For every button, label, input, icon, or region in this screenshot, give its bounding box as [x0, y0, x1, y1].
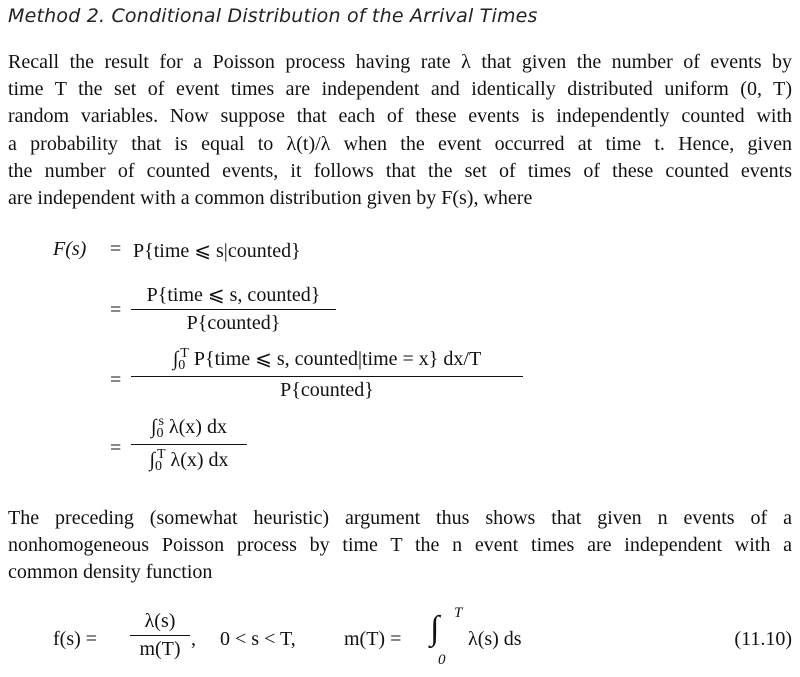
equation-number: (11.10)	[734, 628, 792, 650]
fraction-numerator	[131, 346, 523, 377]
fraction-numerator: λ(s)	[130, 610, 190, 636]
text-line: the number of counted events, it follows that the set of times of these counted events	[8, 159, 792, 182]
fraction-denominator: P{counted}	[186, 312, 281, 334]
derivation-step-4	[131, 414, 247, 475]
integral-upper: T	[454, 605, 463, 621]
integral-lower: 0	[438, 652, 446, 668]
derivation-step-2	[131, 282, 336, 335]
density-lhs: f(s) =	[53, 628, 98, 650]
density-fraction	[130, 610, 190, 661]
integral-sign: ∫	[149, 449, 155, 471]
equals-sign: =	[110, 299, 122, 321]
integral-sign: ∫	[172, 348, 179, 370]
text-line: a probability that is equal to λ(t)/λ when the event occurred at time t. Hence, given	[8, 132, 792, 155]
integral-upper: T	[180, 346, 189, 361]
fraction-numerator	[131, 414, 247, 445]
comma: ,	[191, 628, 196, 650]
text-line: common density function	[8, 561, 213, 584]
support-range: 0 < s < T,	[220, 628, 296, 650]
text-line: nonhomogeneous Poisson process by time T the n event times are independent with a	[8, 534, 792, 557]
integral-upper: s	[158, 414, 164, 429]
integral-sign: ∫	[151, 416, 157, 438]
equals-sign: =	[110, 437, 122, 459]
integral-lower: 0	[154, 459, 162, 474]
paragraph-conclusion	[8, 505, 792, 587]
integrand: λ(s) ds	[468, 628, 522, 650]
derivation-lhs: F(s)	[53, 238, 87, 260]
fraction-numerator: P{time ⩽ s, counted}	[131, 282, 336, 310]
text-line: are independent with a common distribution given by F(s), where	[8, 187, 533, 210]
section-heading: Method 2. Conditional Distribution of the Arrival Times	[8, 5, 538, 27]
derivation-step-3	[131, 346, 523, 402]
integral-lower: 0	[178, 358, 186, 373]
fraction-denominator	[131, 445, 247, 475]
equals-sign: =	[110, 238, 122, 260]
page	[8, 0, 792, 677]
text-line: Recall the result for a Poisson process having rate λ that given the number of events by	[8, 51, 792, 73]
integral-upper: T	[156, 447, 166, 462]
mean-function-lhs: m(T) =	[344, 628, 402, 650]
integral-sign: ∫	[430, 610, 440, 647]
fraction-denominator: m(T)	[139, 638, 181, 660]
paragraph-recall	[8, 49, 792, 212]
text-line: random variables. Now suppose that each of these events is independently counted with	[8, 105, 792, 128]
derivation-step-1: P{time ⩽ s|counted}	[133, 240, 301, 262]
integrand: λ(x) dx	[170, 449, 229, 471]
integrand: P{time ⩽ s, counted|time = x} dx/T	[193, 348, 482, 370]
equals-sign: =	[110, 369, 122, 391]
integrand: λ(x) dx	[168, 416, 227, 438]
text-line: time T the set of event times are independent and identically distributed uniform (0, T)	[8, 78, 792, 101]
integral-lower: 0	[156, 426, 164, 441]
text-line: The preceding (somewhat heuristic) argument thus shows that given n events of a	[8, 507, 792, 529]
fraction-denominator: P{counted}	[280, 379, 374, 401]
